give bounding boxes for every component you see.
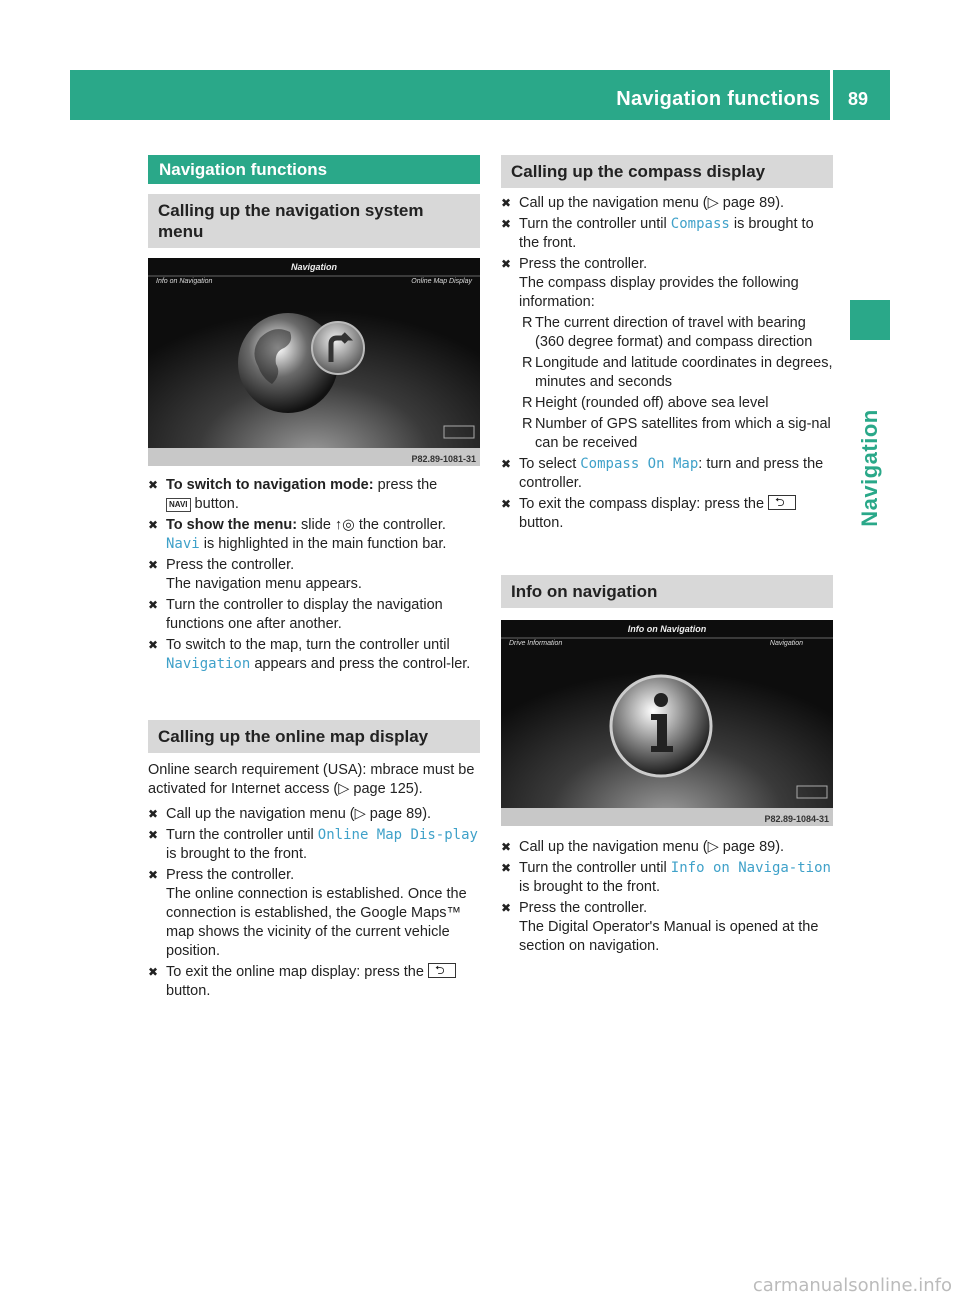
compass-steps-2 [501,455,833,533]
step-item: ✖ Turn the controller until Info on Naviga-tion is brought to the front. [501,860,831,895]
right-column [501,155,833,958]
navi-key-icon: NAVI [166,498,191,512]
header-title: Navigation functions [616,88,820,110]
header-separator [830,70,833,120]
step-item: ✖ Turn the controller until Online Map Dis-play is brought to the front. [148,827,478,862]
step-item: ✖ Call up the navigation menu (▷ page 89). [501,839,785,855]
ui-label-online-map-display: Online Map Dis-play [317,827,478,843]
list-item: R Number of GPS satellites from which a sig-nal can be received [522,416,831,451]
fig2-right-label: Navigation [769,640,803,647]
step-arrow-icon: ✖ [148,807,159,821]
nav-menu-screenshot [148,258,480,466]
step-item: ✖ Call up the navigation menu (▷ page 89). [148,806,432,822]
fig2-title: Info on Navigation [627,624,707,634]
step-arrow-icon: ✖ [148,598,159,612]
online-map-steps [148,805,480,1001]
ui-label-navi: Navi [166,536,200,552]
step-item: ✖ To switch to the map, turn the controller until Navigation appears and press the control-ler. [148,637,471,672]
page-number: 89 [848,89,869,109]
step-arrow-icon: ✖ [501,901,512,915]
step-item: ✖ To switch to navigation mode: press the NAVI button. [148,477,438,512]
ui-label-compass-on-map: Compass On Map [580,456,699,472]
section-title: Navigation functions [148,155,480,184]
step-arrow-icon: ✖ [148,478,159,492]
step-arrow-icon: ✖ [148,828,159,842]
fig1-code: P82.89-1081-31 [411,454,476,464]
step-item: ✖ Press the controller. The online connection is established. Once the connection is established, the Google Maps™ map shows the vicinity of the current vehicle position. [148,867,467,959]
step-item: ✖ To show the menu: slide ↑◎ the controller. Navi is highlighted in the main function bar. [148,517,447,552]
compass-info-list [501,314,833,453]
nav-menu-steps [148,476,480,674]
list-item: R Height (rounded off) above sea level [522,395,769,411]
step-arrow-icon: ✖ [501,217,512,231]
step-item: ✖ To exit the online map display: press the ⮌ button. [148,963,480,1001]
ui-label-compass: Compass [670,216,730,232]
step-arrow-icon: ✖ [501,497,512,511]
subsection-title-info-nav: Info on navigation [501,575,833,608]
step-arrow-icon: ✖ [501,840,512,854]
nav-menu-image [148,258,480,466]
step-arrow-icon: ✖ [501,861,512,875]
fig2-left-label: Drive Information [509,640,563,647]
ui-label-navigation: Navigation [166,656,251,672]
step-arrow-icon: ✖ [148,638,159,652]
online-map-intro: Online search requirement (USA): mbrace must be activated for Internet access (▷ page 125). [148,762,475,797]
side-tab-label [853,398,887,538]
side-tab-marker [850,300,890,340]
step-item: ✖ Turn the controller until Compass is brought to the front. [501,216,814,251]
list-item: R Longitude and latitude coordinates in degrees, minutes and seconds [522,355,833,390]
step-item: ✖ Press the controller. The navigation menu appears. [148,557,362,592]
step-arrow-icon: ✖ [148,518,159,532]
fig1-right-label: Online Map Display [411,278,472,285]
list-item: R The current direction of travel with bearing (360 degree format) and compass direction [522,315,813,350]
subsection-title-compass: Calling up the compass display [501,155,833,188]
step-arrow-icon: ✖ [148,868,159,882]
info-nav-steps [501,838,833,956]
compass-steps [501,194,833,312]
step-item: ✖ Call up the navigation menu (▷ page 89). [501,195,785,211]
fig1-left-label: Info on Navigation [156,278,213,285]
left-column [148,155,480,1003]
info-nav-screenshot [501,620,833,826]
watermark: carmanualsonline.info [752,1275,952,1296]
ui-label-info-on-navigation: Info on Naviga-tion [670,860,831,876]
step-arrow-icon: ✖ [501,257,512,271]
step-item: ✖ To select Compass On Map: turn and press the controller. [501,456,824,491]
step-item: ✖ Press the controller. The compass display provides the following information: [501,256,799,310]
back-button-icon [428,963,456,978]
side-tab-text: Navigation [857,409,882,527]
step-arrow-icon: ✖ [148,965,159,979]
info-nav-image [501,620,833,826]
fig1-title: Navigation [290,262,337,272]
step-arrow-icon: ✖ [148,558,159,572]
step-arrow-icon: ✖ [501,196,512,210]
step-arrow-icon: ✖ [501,457,512,471]
subsection-title-nav-menu: Calling up the navigation system menu [148,194,480,248]
step-item: ✖ Turn the controller to display the navigation functions one after another. [148,597,443,632]
step-item: ✖ To exit the compass display: press the ⮌ button. [501,495,833,533]
header-bar [70,70,890,120]
step-item: ✖ Press the controller. The Digital Operator's Manual is opened at the section on navigation. [501,900,819,954]
subsection-title-online-map: Calling up the online map display [148,720,480,753]
back-button-icon [768,495,796,510]
fig2-code: P82.89-1084-31 [764,814,829,824]
